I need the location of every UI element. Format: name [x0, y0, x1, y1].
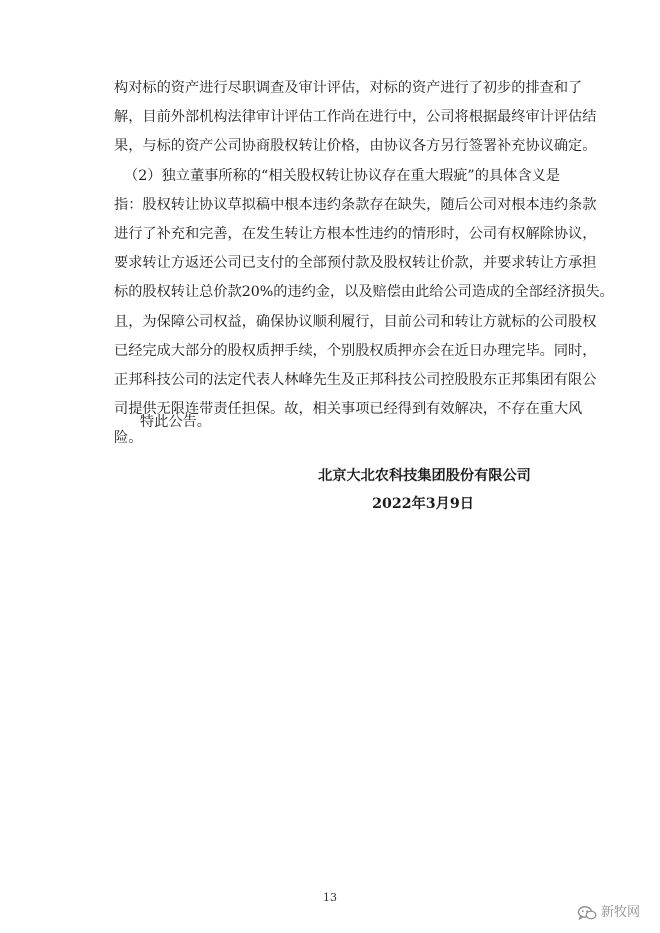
paragraph-line: 要求转让方返还公司已支付的全部预付款及股权转让价款，并要求转让方承担: [114, 255, 597, 272]
paragraph-line: 已经完成大部分的股权质押手续，个别股权质押亦会在近日办理完毕。同时，: [114, 342, 597, 359]
body-text: [114, 74, 614, 453]
paragraph-line: 且，为保障公司权益，确保协议顺利履行，目前公司和转让方就标的公司股权: [114, 313, 597, 330]
paragraph-line: 构对标的资产进行尽职调查及审计评估，对标的资产进行了初步的排查和了: [114, 80, 583, 96]
watermark-text: 新牧网: [600, 905, 640, 920]
paragraph-line: 解，目前外部机构法律审计评估工作尚在进行中，公司将根据最终审计评估结: [114, 109, 597, 126]
paragraph-line: （2）独立董事所称的“相关股权转让协议存在重大瑕疵”的具体含义是: [124, 167, 560, 184]
paragraph-line: 标的股权转让总价款20%的违约金，以及赔偿由此给公司造成的全部经济损失。: [114, 284, 614, 301]
paragraph-line: 险。: [114, 430, 143, 447]
page-number: 13: [323, 891, 337, 904]
paragraph-line: 司提供无限连带责任担保。故，相关事项已经得到有效解决，不存在重大风: [114, 401, 583, 418]
wechat-official-account-icon: [577, 905, 597, 921]
paragraph-line: 正邦科技公司的法定代表人林峰先生及正邦科技公司控股股东正邦集团有限公: [114, 371, 597, 388]
signature-company: 北京大北农科技集团股份有限公司: [318, 468, 531, 484]
watermark: [577, 904, 640, 922]
paragraph-line: 进行了补充和完善，在发生转让方根本性违约的情形时，公司有权解除协议，: [114, 225, 597, 242]
signature-date: 2022年3月9日: [372, 496, 474, 512]
paragraph-line: 指：股权转让协议草拟稿中根本违约条款存在缺失，随后公司对根本违约条款: [114, 196, 597, 213]
paragraph-line: 果，与标的资产公司协商股权转让价格，由协议各方另行签署补充协议确定。: [114, 138, 597, 155]
closing-statement: 特此公告。: [140, 414, 211, 430]
signature-block: [318, 466, 531, 514]
